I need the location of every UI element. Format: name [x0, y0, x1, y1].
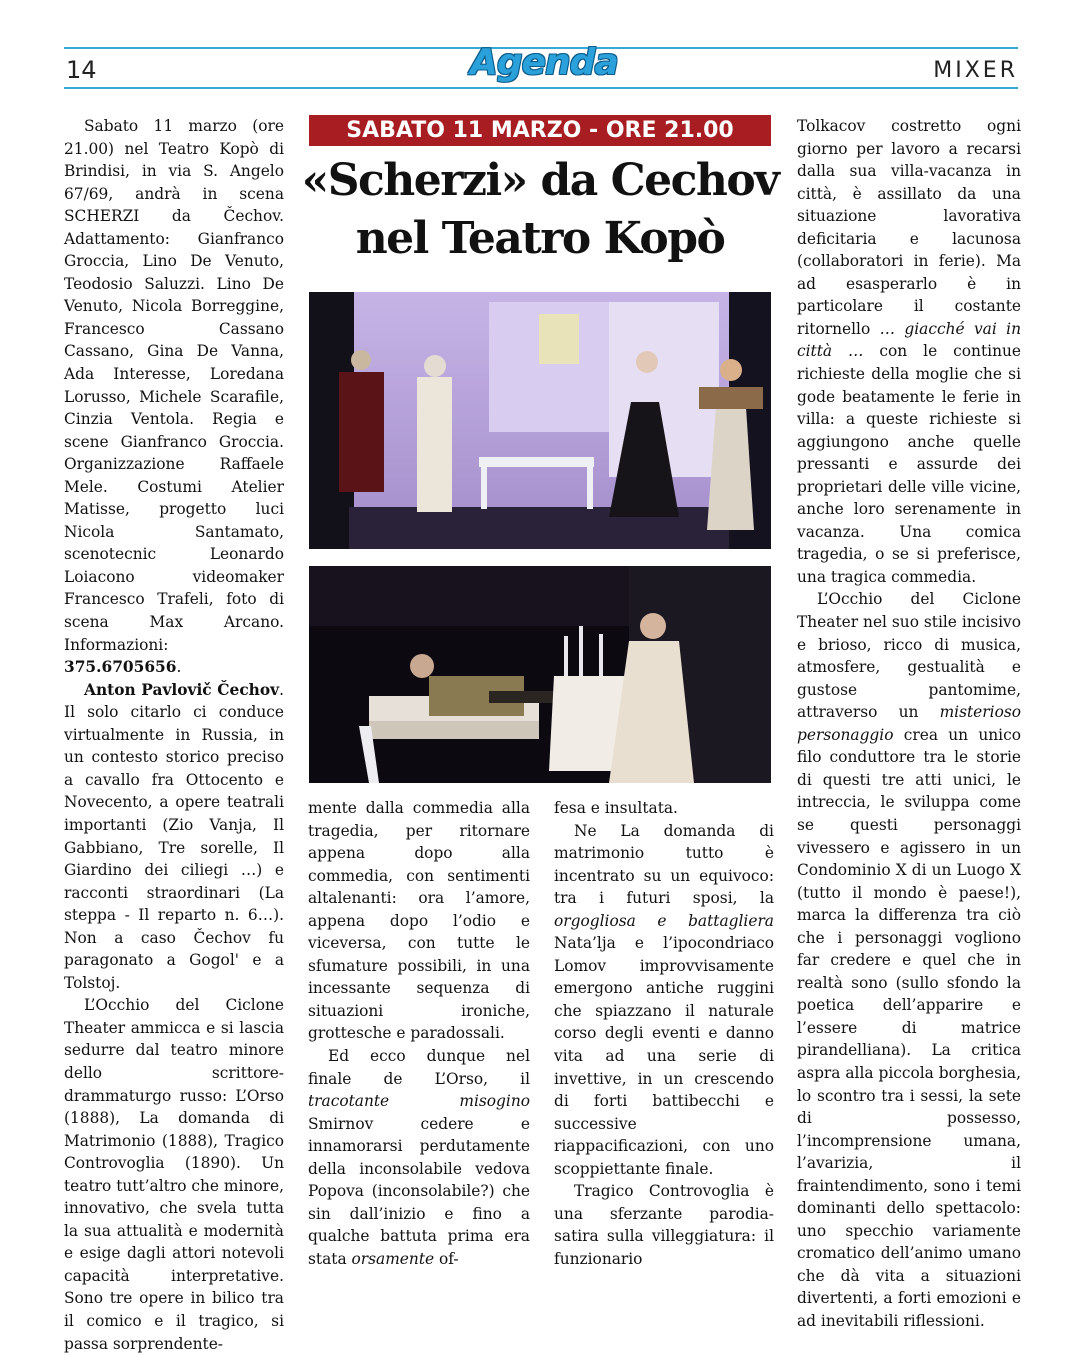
section-title: Agenda [470, 42, 618, 83]
stile-text-a: L’Occhio del Ciclone Theater nel suo stile incisivo e brioso, ricco di musica, atmosfere, gestualità e gustose pantomime, attraverso un [797, 590, 1021, 722]
event-info-text: Sabato 11 marzo (ore 21.00) nel Teatro Kopò di Brindisi, in via S. Angelo 67/69, andrà in scena SCHERZI da Čechov. Adattamento: Gianfranco Groccia, Lino De Venuto, Teodosio Saluzzi. Lino De Venuto, Nicola Borreggine, Francesco Cassano Cassano, Gina De Vanna, Ada Interesse, Loredana Lorusso, Michele Scarafile, Cinzia Ventola. Regia e scene Gianfranco Groccia. Organizzazione Raffaele Mele. Costumi Atelier Matisse, progetto luci Nicola Santamato, scenotecnic Leonardo Loiacono videomaker Francesco Trafeli, foto di scena Max Arcano. Informazioni: [64, 117, 284, 654]
orso-italic-1: tracotante misogino [308, 1092, 530, 1111]
stage-photo-2 [309, 566, 771, 783]
paragraph-stile [797, 588, 1021, 1332]
event-info-end: . [176, 658, 182, 677]
header-rule-bottom [64, 87, 1018, 89]
chekhov-text: . Il solo citarlo ci conduce virtualmente in Russia, in un contesto storico preciso a cavallo fra Ottocento e Novecento, a opere teatrali importanti (Zio Vanja, Il Gabbiano, Tre sorelle, Il Giardino dei ciliegi …) e racconti straordinari (La steppa - Il reparto n. 6…). Non a caso Čechov fu paragonato a Gogol' e a Tolstoj. [64, 680, 284, 992]
magazine-name: MIXER [933, 58, 1018, 83]
article-headline [300, 152, 780, 268]
author-name: Anton Pavlovič Čechov [84, 680, 280, 699]
continuation-text: mente dalla commedia alla tragedia, per ritornare appena dopo alla commedia, con sentimenti altalenanti: ora l’amore, appena dopo l’odio e viceversa, con tutte le sfumature possibili, in una incessante sequenza di situazioni ironiche, grottesche e paradossali. [308, 799, 530, 1043]
offesa-text: fesa e insultata. [554, 799, 678, 817]
stage-photo-1 [309, 292, 771, 549]
tolkacov-text-b: con le continue richieste della moglie che si gode beatamente le ferie in villa: a queste richieste si aggiungono anche quelle pressanti e assurde dei proprietari delle ville vicine, anche loro serenamente in vacanza. Una comica tragedia, o se si preferisce, una tragica commedia. [797, 342, 1022, 586]
article-column-3 [554, 797, 774, 1270]
paragraph-tolkacov [797, 115, 1021, 588]
headline-line-1: «Scherzi» da Cechov [301, 155, 779, 206]
paragraph-offesa [554, 797, 774, 820]
theater-text: L’Occhio del Ciclone Theater ammicca e si lascia sedurre dal teatro minore dello scrittore-drammaturgo russo: L’Orso (1888), La domanda di Matrimonio (1888), Tragico Controvoglia (1890). Un teatro tutt’altro che minore, innovativo, che svela tutta la sua attualità e modernità e esige dagli attori notevoli capacità interpretative. Sono tre opere in bilico tra il comico e il tragico, si passa sorprendente- [64, 996, 284, 1353]
tolkacov-text-a: Tolkacov costretto ogni giorno per lavoro a recarsi dalla sua villa-vacanza in città, è assillato da una situazione lavorativa deficitaria e lacunosa (collaboratori in ferie). Ma ad esasperarlo è in particolare il costante ritornello [797, 117, 1021, 338]
tolkacov-italic: … giacché vai in città … [797, 319, 1021, 361]
orso-text-a: Ed ecco dunque nel finale de L’Orso, il [308, 1047, 530, 1088]
article-column-1 [64, 115, 284, 1355]
paragraph-tragico [554, 1180, 774, 1270]
orso-text-b: Smirnov cedere e innamorarsi perdutamente della inconsolabile vedova Popova (inconsolabile?) che sin dall’inizio e fino a qualche battuta prima era stata [308, 1114, 530, 1268]
headline-line-2: nel Teatro Kopò [355, 213, 725, 264]
tragico-text: Tragico Controvoglia è una sferzante parodia-satira sulla villeggiatura: il funzionario [554, 1182, 774, 1268]
domanda-italic: orgogliosa e battagliera [554, 911, 774, 930]
paragraph-chekhov [64, 679, 284, 995]
stile-italic: misterioso personaggio [797, 703, 1021, 744]
date-kicker: SABATO 11 MARZO - ORE 21.00 [309, 115, 771, 146]
page-number: 14 [66, 56, 97, 84]
stile-text-b: crea un unico filo conduttore tra le storie di questi tre atti unici, le intreccia, le sviluppa come se questi personaggi vivessero e agissero in un Condominio X di un Luogo X (tutto il mondo è paese!), marca la differenza tra ciò che i personaggi vogliono far credere e quel che in realtà sono (sullo sfondo la poetica dell’apparire e l’essere di matrice pirandelliana). La critica aspra alla piccola borghesia, lo scontro tra i sessi, la sete di possesso, l’incomprensione umana, l’avarizia, il fraintendimento, sono i temi dominanti dello spettacolo: uno specchio variamente cromatico dell’animo umano che dà vita a situazioni divertenti, a forti emozioni e ad inevitabili riflessioni. [797, 725, 1021, 1330]
paragraph-orso [308, 1045, 530, 1270]
paragraph-continuation [308, 797, 530, 1045]
paragraph-theater [64, 994, 284, 1355]
article-column-2 [308, 797, 530, 1270]
orso-italic-2: orsamente [351, 1249, 435, 1268]
paragraph-domanda [554, 820, 774, 1181]
info-phone: 375.6705656 [64, 658, 177, 677]
paragraph-event-info [64, 115, 284, 679]
domanda-text-a: Ne La domanda di matrimonio tutto è incentrato su un equivoco: tra i futuri sposi, la [554, 821, 774, 908]
article-column-4 [797, 115, 1021, 1333]
orso-text-c: of- [434, 1249, 459, 1268]
domanda-text-b: Nata’lja e l’ipocondriaco Lomov improvvisamente emergono antiche ruggini che spiazzano il naturale corso degli eventi e danno vita ad una serie di invettive, in un crescendo di forti battibecchi e successive riappacificazioni, con uno scoppiettante finale. [554, 934, 774, 1178]
